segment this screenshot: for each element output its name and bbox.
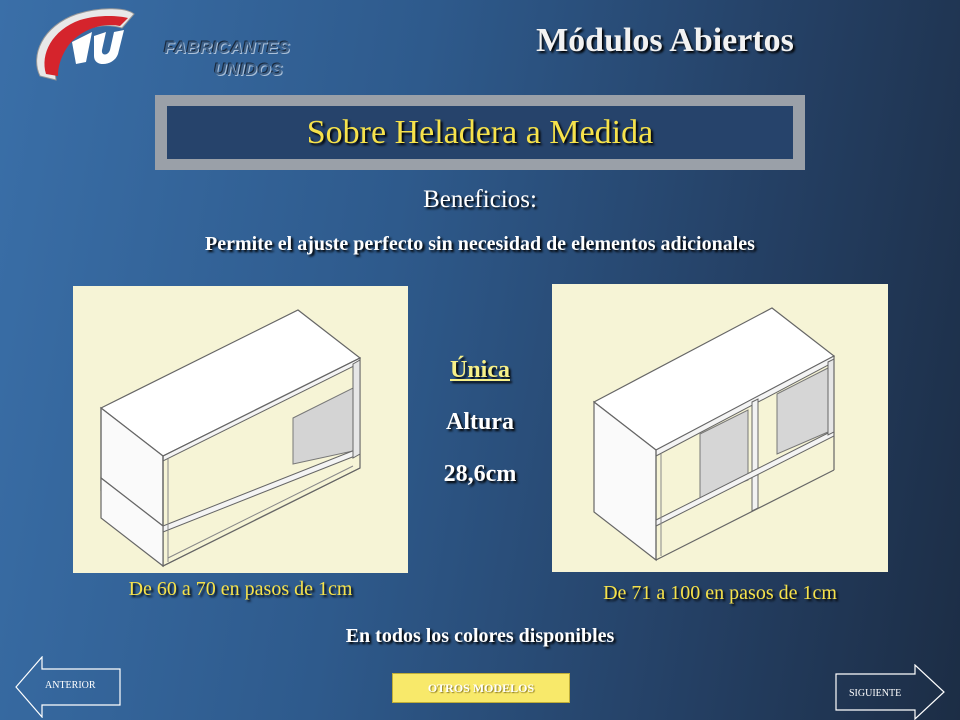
previous-label: ANTERIOR	[45, 680, 96, 691]
height-spec	[420, 352, 540, 508]
colors-note: En todos los colores disponibles	[345, 625, 615, 647]
title-banner-inner	[167, 106, 793, 159]
benefits-description: Permite el ajuste perfecto sin necesidad de elementos adicionales	[205, 233, 755, 255]
open-shelf-module-divided-icon	[552, 284, 888, 572]
product-image-right	[552, 284, 888, 572]
brand-line-2: UNIDOS	[214, 60, 284, 79]
other-models-button[interactable]: OTROS MODELOS	[392, 673, 570, 703]
spec-unica: Única	[450, 357, 510, 383]
banner-title: Sobre Heladera a Medida	[306, 113, 654, 151]
next-button[interactable]	[835, 664, 945, 720]
page-title: Módulos Abiertos	[536, 22, 794, 59]
spec-altura: Altura	[446, 409, 514, 435]
product-caption-right: De 71 a 100 en pasos de 1cm	[603, 582, 837, 604]
brand-logo	[22, 6, 291, 88]
spec-value: 28,6cm	[443, 461, 517, 487]
benefits-heading: Beneficios:	[423, 186, 537, 213]
brand-line-1: FABRICANTES	[164, 38, 291, 57]
fu-logo-icon	[22, 6, 142, 88]
product-caption-left: De 60 a 70 en pasos de 1cm	[128, 578, 353, 600]
product-image-left	[73, 286, 408, 573]
next-label: SIGUIENTE	[849, 688, 902, 699]
previous-button[interactable]	[15, 656, 121, 718]
title-banner	[155, 95, 805, 170]
open-shelf-module-icon	[73, 286, 408, 573]
